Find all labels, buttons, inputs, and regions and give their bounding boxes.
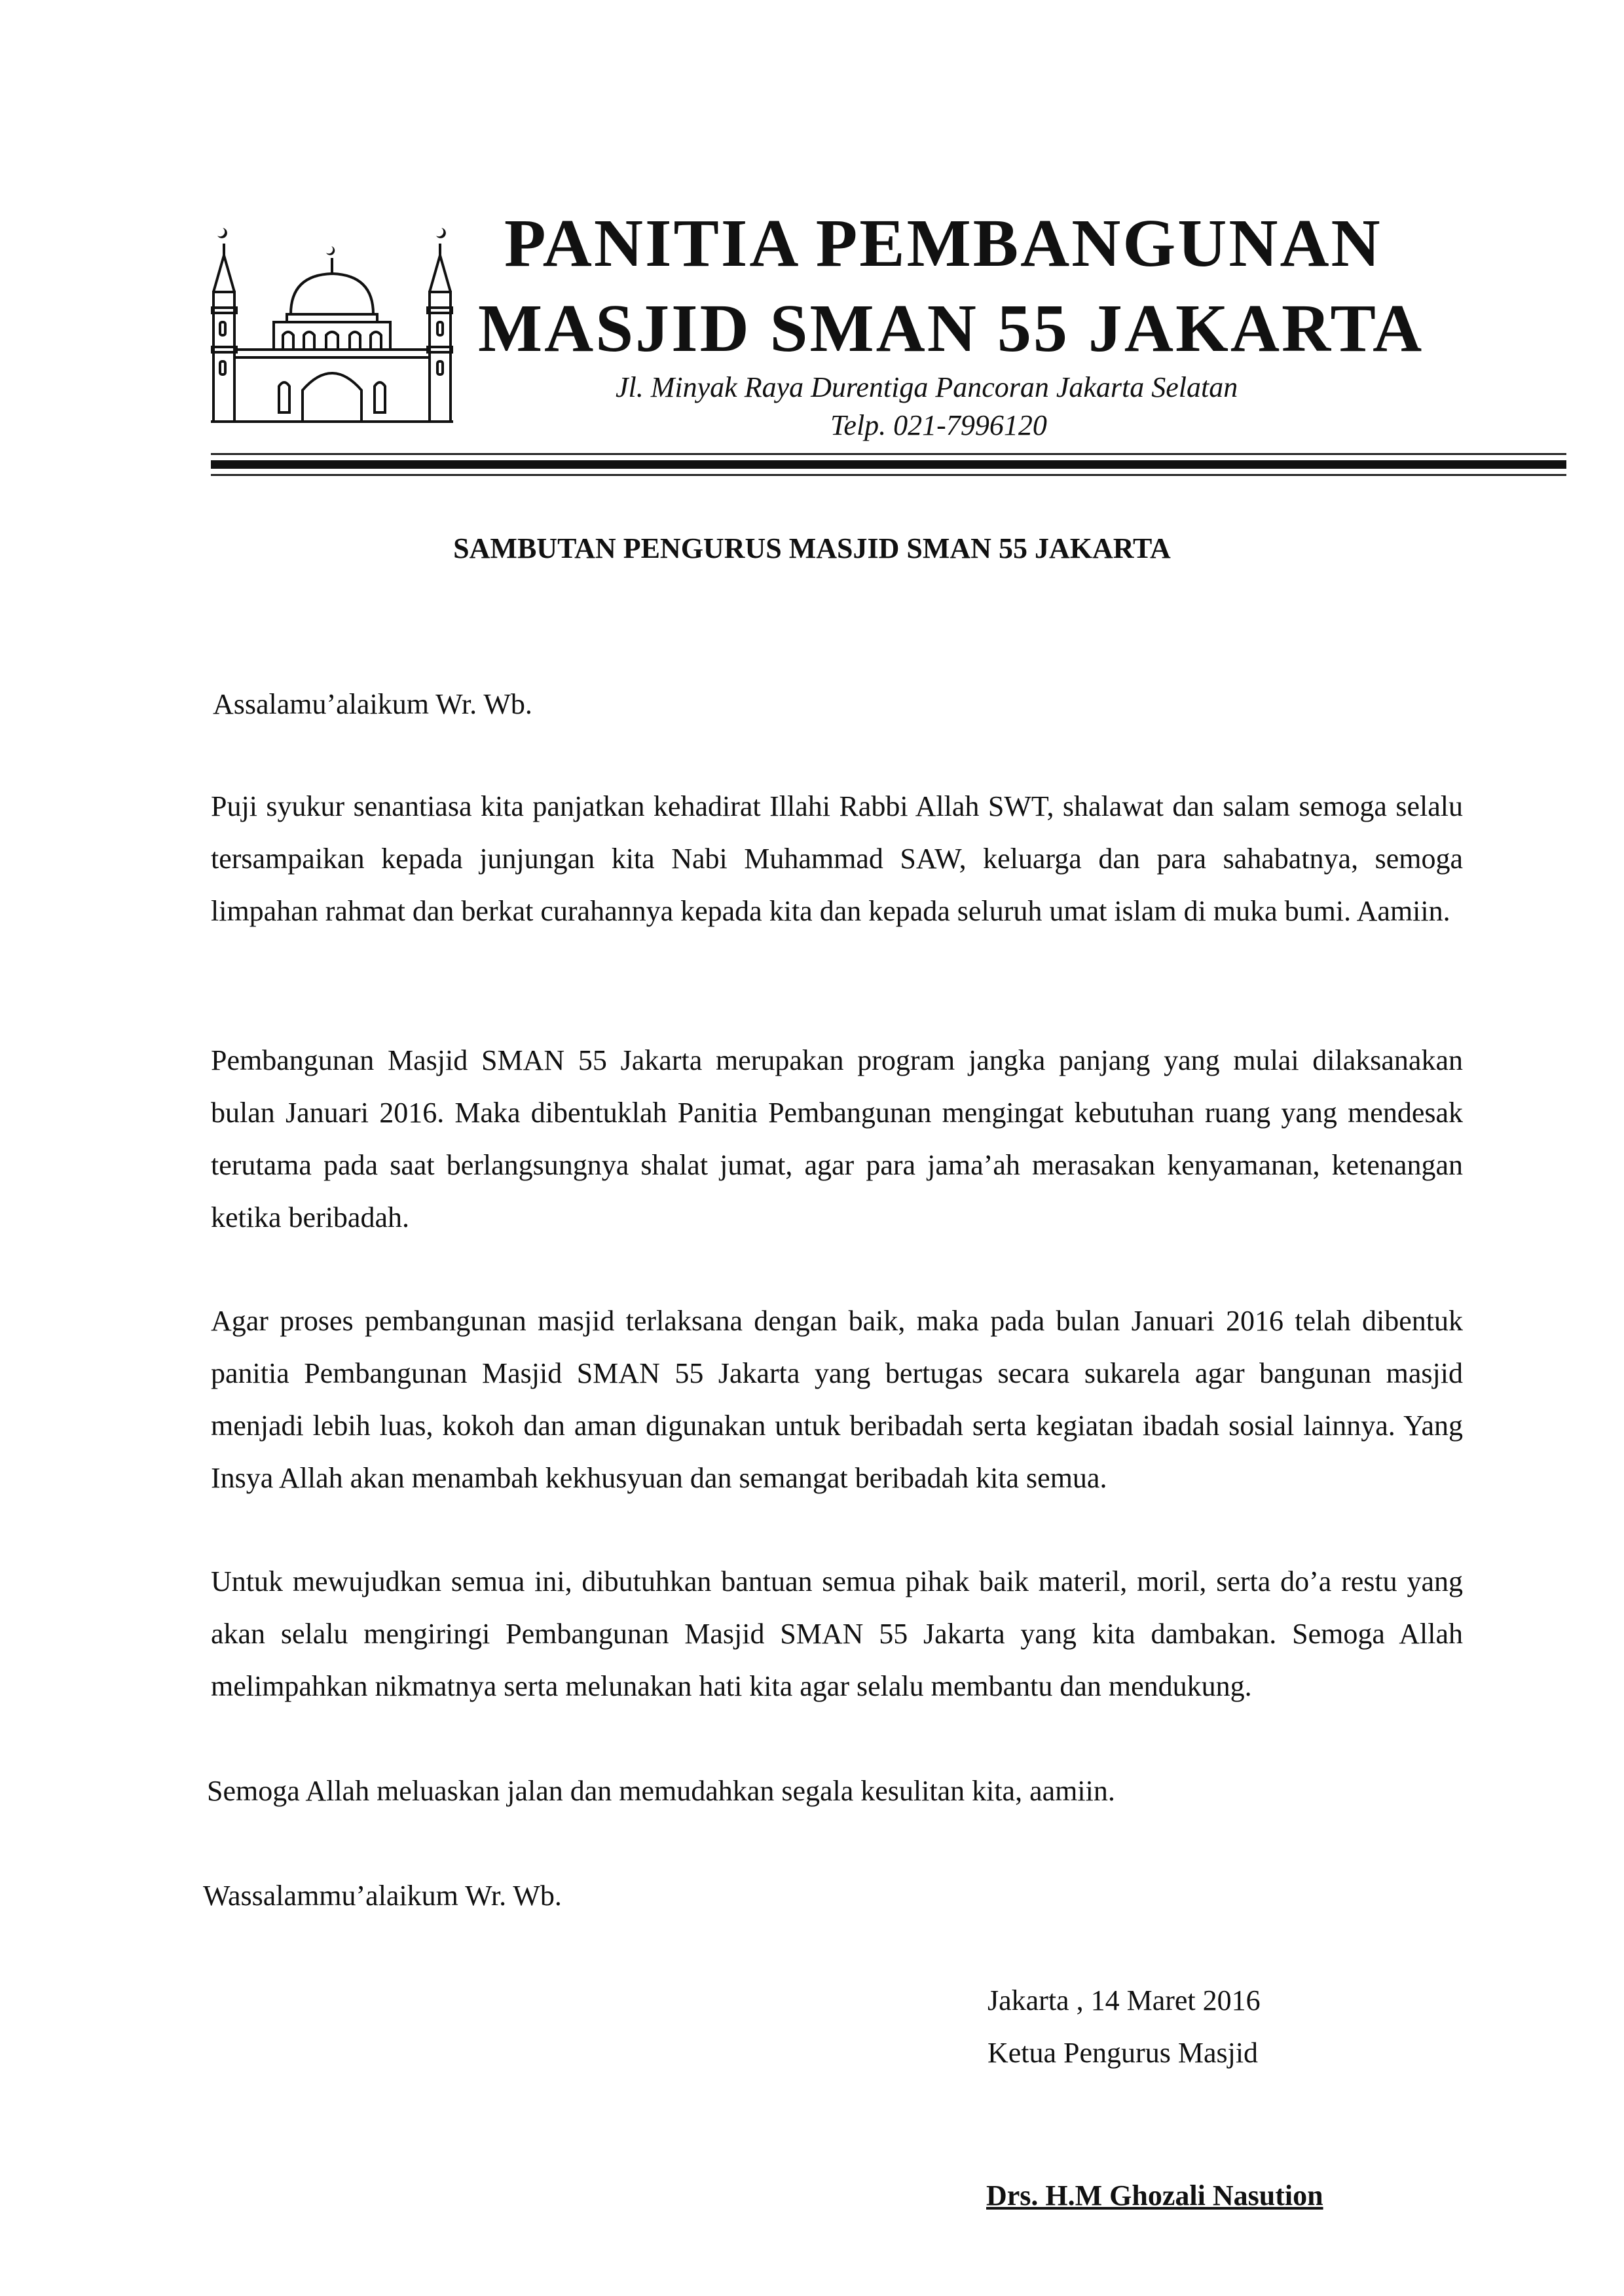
org-name-line1: PANITIA PEMBANGUNAN (504, 206, 1382, 281)
signature-place-date: Jakarta , 14 Maret 2016 (987, 1984, 1261, 2016)
paragraph: Semoga Allah meluaskan jalan dan memudahkan segala kesulitan kita, aamiin. (207, 1775, 1115, 1807)
document-title: SAMBUTAN PENGURUS MASJID SMAN 55 JAKARTA (453, 532, 1171, 564)
letterhead-divider (211, 453, 1566, 455)
org-phone: Telp. 021-7996120 (830, 409, 1047, 441)
paragraph: Pembangunan Masjid SMAN 55 Jakarta merupakan program jangka panjang yang mulai dilaksanakan bulan Januari 2016. Maka dibentuklah Panitia Pembangunan mengingat kebutuhan ruang yang mendesak terutama pada saat berlangsungnya shalat jumat, agar para jama’ah merasakan kenyamanan, ketenangan ketika beribadah. (211, 1044, 1463, 1233)
paragraph: Untuk mewujudkan semua ini, dibutuhkan bantuan semua pihak baik materil, moril, serta do’a restu yang akan selalu mengiringi Pembangunan Masjid SMAN 55 Jakarta yang kita dambakan. Semoga Allah melimpahkan nikmatnya serta melunakan hati kita agar selalu membantu dan mendukung. (211, 1565, 1463, 1702)
letterhead-divider (211, 460, 1566, 469)
org-address: Jl. Minyak Raya Durentiga Pancoran Jakarta Selatan (616, 371, 1238, 403)
signature-role: Ketua Pengurus Masjid (987, 2037, 1259, 2069)
paragraph: Agar proses pembangunan masjid terlaksana dengan baik, maka pada bulan Januari 2016 telah dibentuk panitia Pembangunan Masjid SMAN 55 Jakarta yang bertugas secara sukarela agar bangunan masjid menjadi lebih luas, kokoh dan aman digunakan untuk beribadah serta kegiatan ibadah sosial lainnya. Yang Insya Allah akan menambah kekhusyuan dan semangat beribadah kita semua. (211, 1305, 1463, 1494)
paragraph: Puji syukur senantiasa kita panjatkan kehadirat Illahi Rabbi Allah SWT, shalawat dan salam semoga selalu tersampaikan kepada junjungan kita Nabi Muhammad SAW, keluarga dan para sahabatnya, semoga limpahan rahmat dan berkat curahannya kepada kita dan kepada seluruh umat islam di muka bumi. Aamiin. (211, 790, 1463, 927)
org-name-line2: MASJID SMAN 55 JAKARTA (478, 291, 1424, 366)
signature-name: Drs. H.M Ghozali Nasution (986, 2179, 1323, 2212)
closing-salutation: Wassalammu’alaikum Wr. Wb. (203, 1880, 562, 1912)
greeting: Assalamu’alaikum Wr. Wb. (213, 688, 532, 720)
letterhead-divider (211, 474, 1566, 476)
mosque-icon (211, 219, 453, 426)
